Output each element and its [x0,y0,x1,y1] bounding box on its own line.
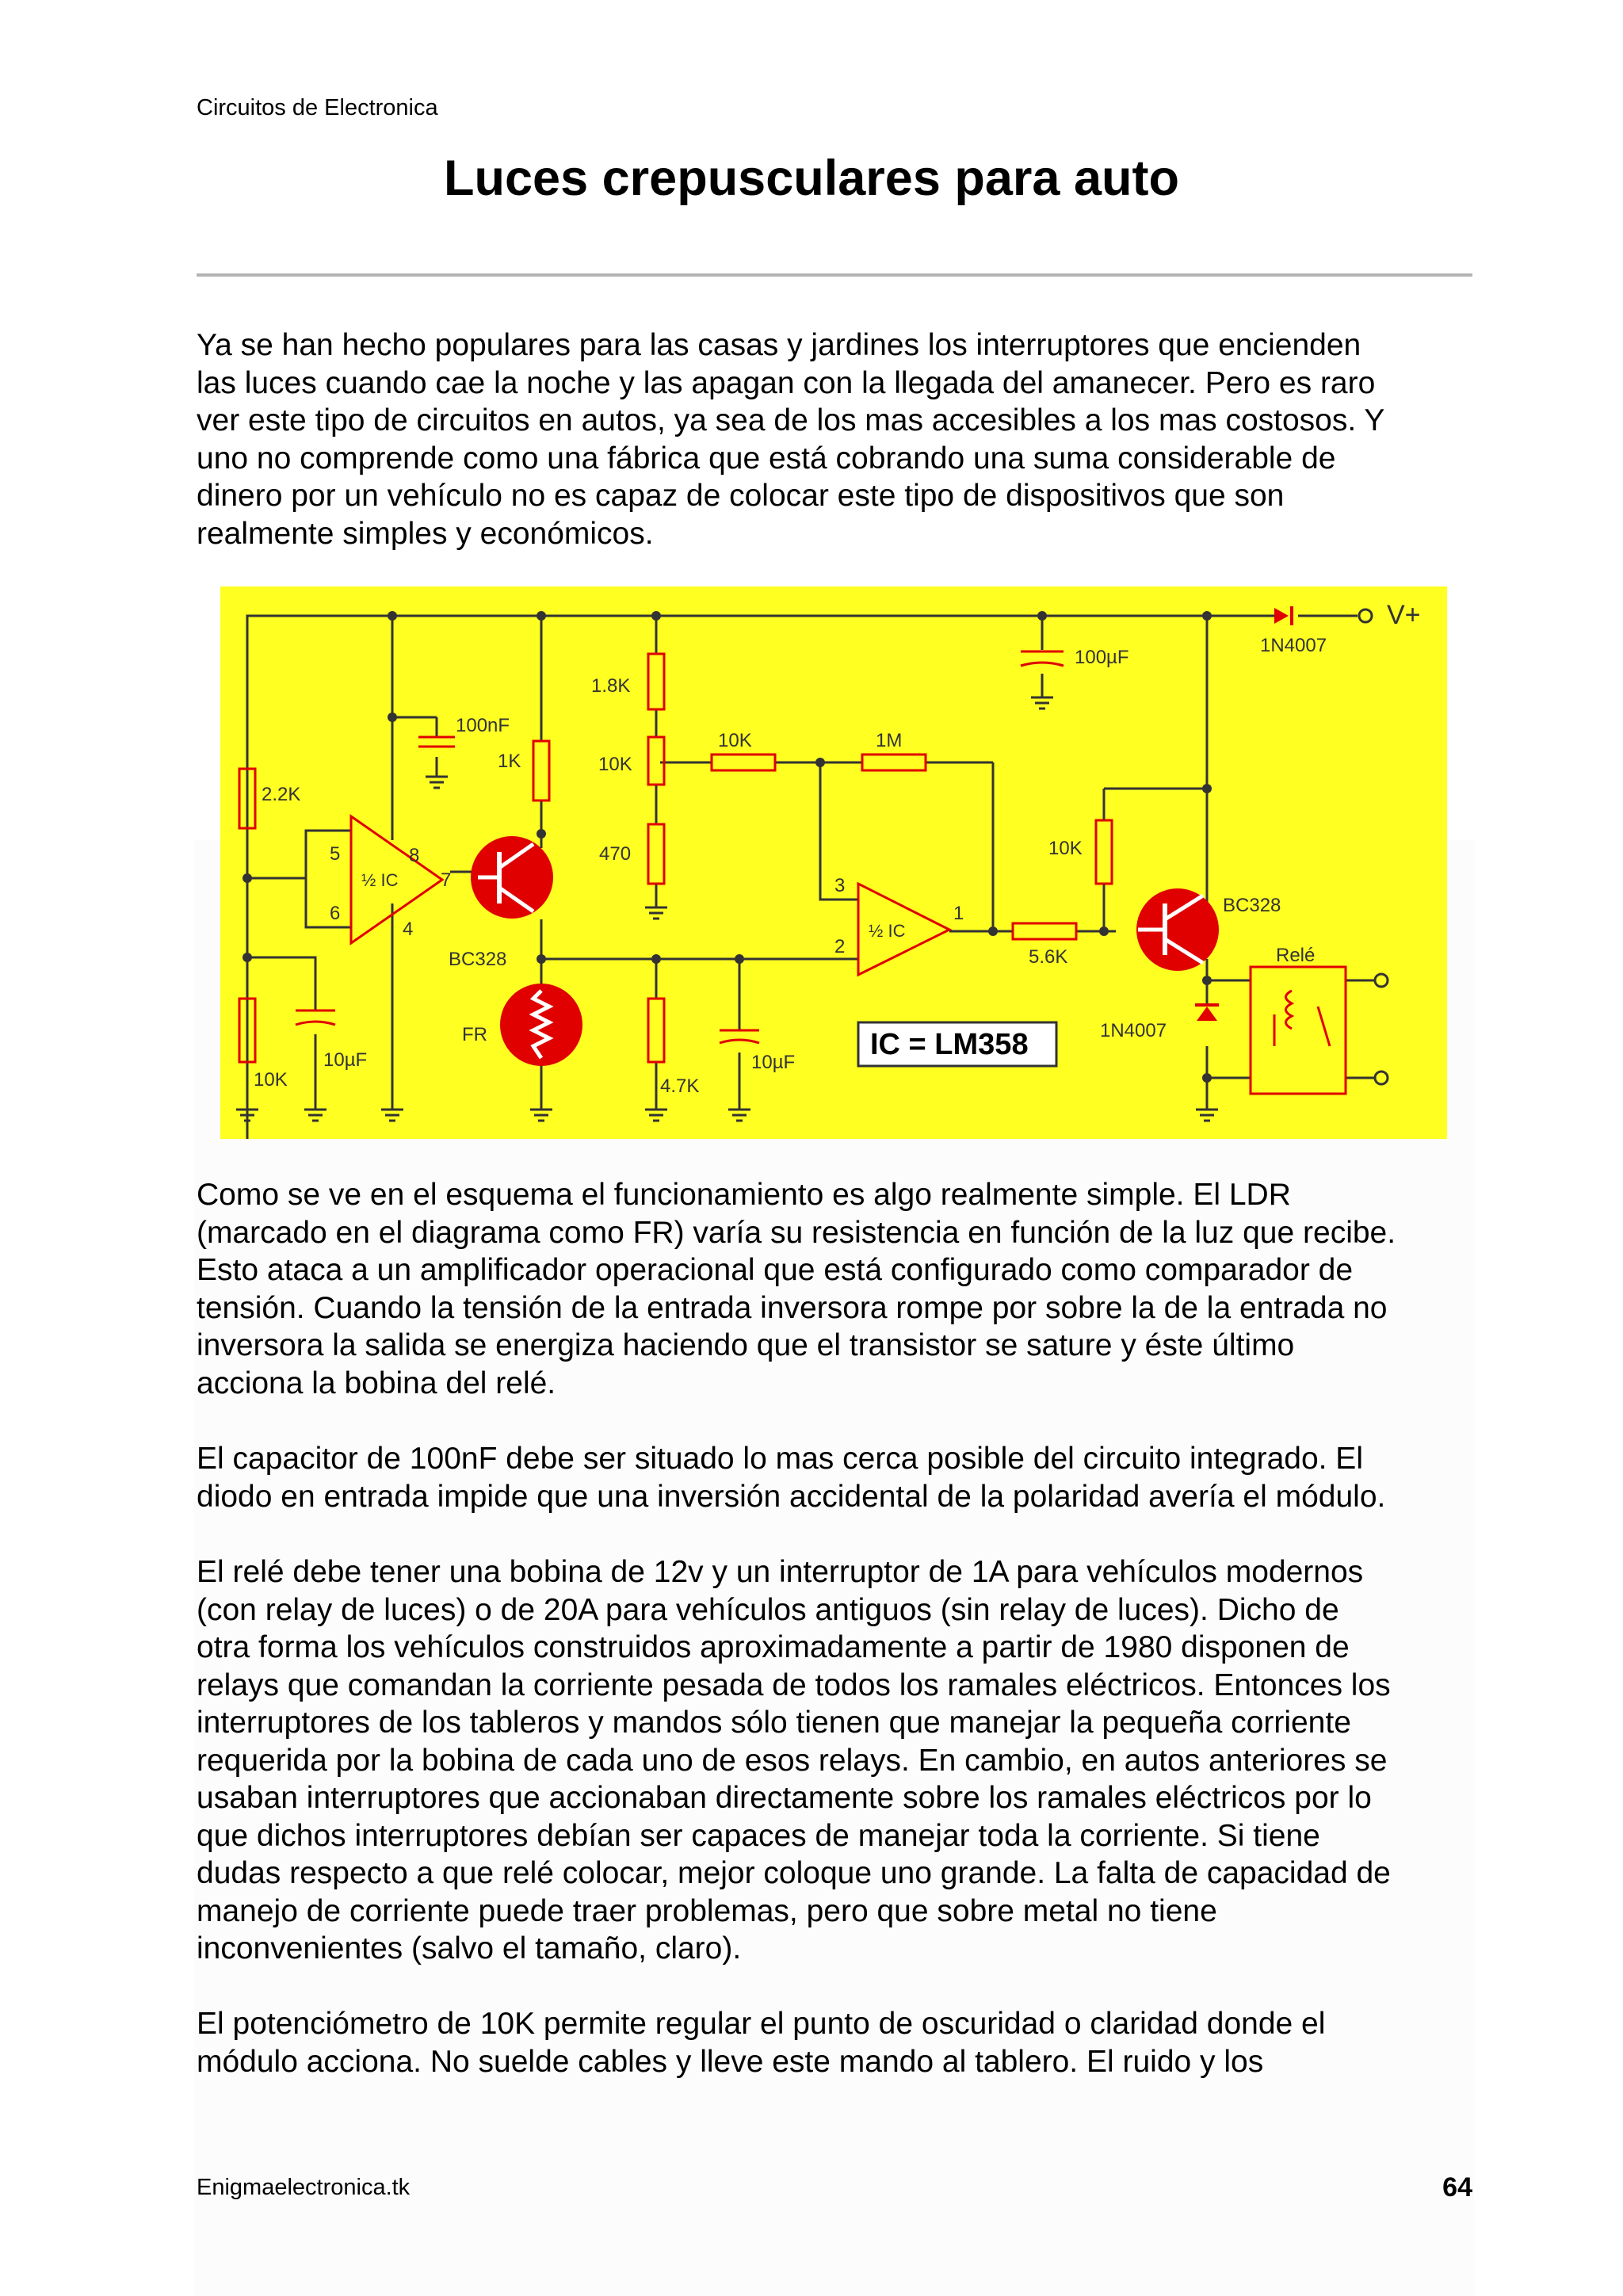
text-line: El potenciómetro de 10K permite regular el punto de oscuridad o claridad donde el [197,2007,1326,2041]
text-line: relays que comandan la corriente pesada de todos los ramales eléctricos. Entonces los [197,1668,1391,1702]
page-number: 64 [1442,2172,1472,2202]
diode-top-label: 1N4007 [1260,635,1327,656]
transistor-q2 [1136,888,1219,971]
text-line: inversora la salida se energiza haciendo que el transistor se sature y éste último [197,1328,1295,1362]
text-line: uno no comprende como una fábrica que está cobrando una suma considerable de [197,441,1336,476]
text-line: usaban interruptores que accionaban directamente sobre los ramales eléctricos por lo [197,1781,1372,1815]
pin-1-label: 1 [953,903,964,924]
cap-10uf-right-label: 10µF [751,1052,796,1073]
ldr-photoresistor [500,984,582,1066]
pot-10k-label: 10K [598,754,632,775]
pin-8-label: 8 [409,845,420,866]
text-line: Ya se han hecho populares para las casas y jardines los interruptores que encienden [197,328,1361,362]
r-2k2-label: 2.2K [262,784,301,805]
transistor-q1 [471,836,553,919]
paragraph-relay [197,1553,1480,1968]
paragraph-capacitor [197,1440,1480,1515]
text-line: El relé debe tener una bobina de 12v y un interruptor de 1A para vehículos modernos [197,1555,1364,1589]
paragraph-intro [197,327,1480,552]
r-5k6-label: 5.6K [1029,946,1068,968]
text-line: módulo acciona. No suelde cables y lleve este mando al tablero. El ruido y los [197,2044,1264,2079]
cap-10uf-left-label: 10µF [323,1049,368,1071]
paragraph-potentiometer [197,2005,1480,2080]
text-line: diodo en entrada impide que una inversión accidental de la polaridad avería el módulo. [197,1479,1386,1514]
paragraph-explanation [197,1176,1480,1402]
r-470-label: 470 [599,843,632,865]
text-line: que dichos interruptores debían ser capaces de manejar toda la corriente. Si tiene [197,1818,1320,1853]
pin-6-label: 6 [330,903,341,924]
r-1k8-label: 1.8K [591,675,631,697]
opamp2-label: ½ IC [869,921,906,941]
diagram-background [220,586,1447,1139]
text-line: El capacitor de 100nF debe ser situado lo mas cerca posible del circuito integrado. El [197,1442,1363,1476]
opamp1-label: ½ IC [361,870,399,890]
r-10k-right-label: 10K [1048,838,1083,859]
q2-label: BC328 [1223,895,1281,916]
ic-label-text: IC = LM358 [870,1028,1029,1061]
r-1k-label: 1K [498,751,521,772]
text-line: dudas respecto a que relé colocar, mejor coloque uno grande. La falta de capacidad de [197,1856,1391,1890]
text-line: Esto ataca a un amplificador operacional que está configurado como comparador de [197,1253,1354,1287]
text-line: dinero por un vehículo no es capaz de colocar este tipo de dispositivos que son [197,479,1285,513]
page-title: Luces crepusculares para auto [444,151,1179,206]
text-line: manejo de corriente puede traer problemas, pero que sobre metal no tiene [197,1893,1217,1928]
pin-5-label: 5 [330,843,341,865]
cap-100uf-label: 100µF [1075,647,1129,668]
r-10k-input-label: 10K [718,730,752,751]
text-line: (marcado en el diagrama como FR) varía su resistencia en función de la luz que recibe. [197,1215,1396,1250]
header-divider [197,273,1472,277]
r-1m-label: 1M [876,730,903,751]
circuit-diagram [220,586,1447,1139]
diode-coil-label: 1N4007 [1100,1020,1167,1041]
cap-100nf-label: 100nF [456,715,510,736]
running-header: Circuitos de Electronica [197,95,438,120]
footer-site: Enigmaelectronica.tk [197,2175,411,2200]
relay-label: Relé [1276,945,1316,966]
ldr-label: FR [462,1024,487,1045]
pin-4-label: 4 [403,919,414,940]
vplus-label: V+ [1387,600,1421,630]
text-line: requerida por la bobina de cada uno de esos relays. En cambio, en autos anteriores se [197,1743,1388,1778]
text-line: otra forma los vehículos construidos aproximadamente a partir de 1980 disponen de [197,1630,1350,1664]
text-line: inconvenientes (salvo el tamaño, claro). [197,1931,742,1966]
q1-label: BC328 [449,949,507,970]
text-line: interruptores de los tableros y mandos sólo tienen que manejar la pequeña corriente [197,1706,1351,1740]
text-line: acciona la bobina del relé. [197,1366,556,1400]
pin-7-label: 7 [441,869,452,891]
pin-2-label: 2 [834,936,846,957]
text-line: realmente simples y económicos. [197,516,654,551]
pin-3-label: 3 [834,875,846,896]
r-10k-low-label: 10K [254,1069,288,1091]
text-line: (con relay de luces) o de 20A para vehículos antiguos (sin relay de luces). Dicho de [197,1592,1339,1627]
r-4k7-label: 4.7K [660,1075,700,1097]
text-line: Como se ve en el esquema el funcionamiento es algo realmente simple. El LDR [197,1178,1291,1212]
text-line: las luces cuando cae la noche y las apagan con la llegada del amanecer. Pero es raro [197,365,1376,400]
text-line: ver este tipo de circuitos en autos, ya sea de los mas accesibles a los mas costosos. Y [197,403,1385,437]
text-line: tensión. Cuando la tensión de la entrada inversora rompe por sobre la de la entrada no [197,1290,1388,1325]
